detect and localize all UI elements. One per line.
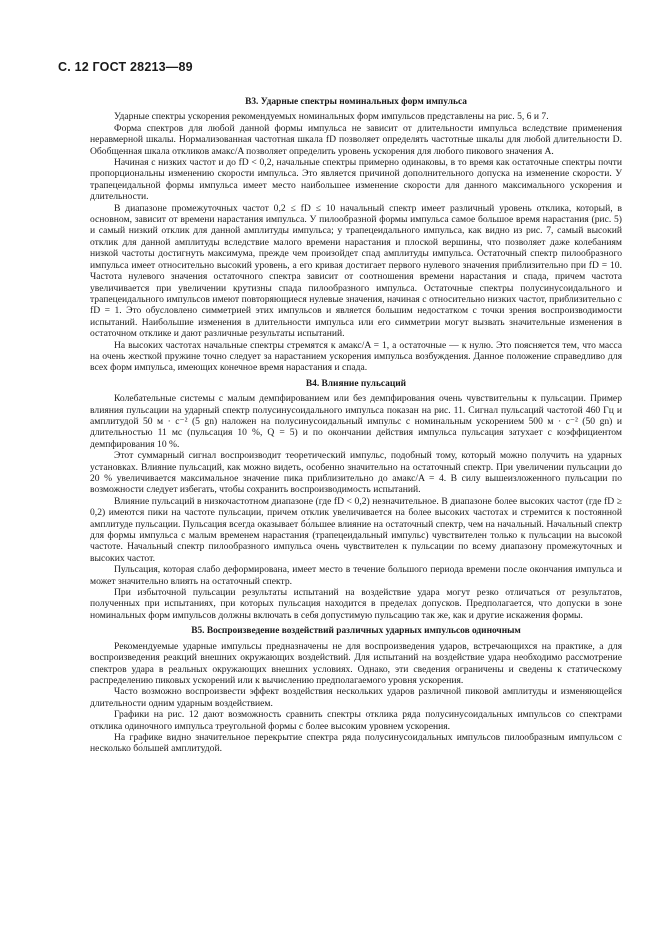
paragraph: При избыточной пульсации результаты испытаний на воздействие удара могут резко отличаться от результатов, полученных при испытаниях, при которых пульсация находится в пределах допусков. Предполагается, что допуски в зоне номинальных форм импульсов должны включать в себя допустимую пульсацию так же, как и другие искажения формы. (90, 587, 622, 621)
page-header: С. 12 ГОСТ 28213—89 (58, 60, 193, 74)
paragraph: Ударные спектры ускорения рекомендуемых номинальных форм импульсов представлены на рис. 5, 6 и 7. (114, 111, 549, 123)
paragraph: Влияние пульсаций в низкочастотном диапазоне (где fD < 0,2) незначительное. В диапазоне более высоких частот (где fD ≥ 0,2) имеются пики на частоте пульсации, причем отклик увеличивается на более высоких частотах и стремится к постоянной амплитуде пульсации. Пульсация всегда оказывает бо́льшее влияние на остаточный спектр, чем на начальный. Начальный спектр для формы импульса с малым временем нарастания (трапецеидальный импульс) чувствителен только к пульсации на высокой частоте. Начальный спектр пилообразного импульса очень чувствителен к пульсации по всему диапазону промежуточных и высоких частот. (90, 495, 622, 564)
section-b3 (90, 97, 622, 374)
paragraph: Рекомендуемые ударные импульсы предназначены не для воспроизведения ударов, встречающихся на практике, а для воспроизведения реакций внешних окружающих воздействий. Для испытаний на воздействие удара необходимо рассмотрение спектров удара в реальных окружающих внешних условиях. Однако, эти сведения ограничены и сведены к статическому распределению пиковых ускорений или к вычислению предполагаемого уровня ускорения. (90, 640, 622, 686)
paragraph: Пульсация, которая слабо деформирована, имеет место в течение большого периода времени после окончания импульса и может значительно влиять на остаточный спектр. (90, 564, 622, 587)
section-b4 (90, 379, 622, 622)
paragraph: Начиная с низких частот и до fD < 0,2, начальные спектры примерно одинаковы, в то время как остаточные спектры почти пропорциональны изменению скорости импульса. Это является причиной дополнительного допуска на изменение скорости. У трапецеидальной формы импульса имеет место наибольшее изменение скорости для данного максимального ускорения и длительности. (90, 157, 622, 203)
paragraph: Этот суммарный сигнал воспроизводит теоретический импульс, подобный тому, который можно получить на ударных установках. Влияние пульсаций, как можно видеть, особенно значительно на остаточный спектр. При увеличении пульсации до 20 % увеличивается максимальное значение пика приблизительно до aмакс/A = 4. В силу вышеизложенного пульсации по возможности следует избегать, чтобы сохранить воспроизводимость испытаний. (90, 450, 622, 496)
section-b5 (90, 626, 622, 754)
paragraph: Графики на рис. 12 дают возможность сравнить спектры отклика ряда полусинусоидальных импульсов со спектрами отклика одиночного импульса треугольной формы с более высоким уровнем ускорения. (90, 709, 622, 732)
section-title: В3. Ударные спектры номинальных форм импульса (245, 97, 467, 107)
section-title: В5. Воспроизведение воздействий различных ударных импульсов одиночным (191, 626, 521, 637)
section-title: В4. Влияние пульсаций (305, 378, 407, 389)
paragraph: На высоких частотах начальные спектры стремятся к aмакс/A = 1, а остаточные — к нулю. Это поясняется тем, что масса на очень жесткой пружине точно следует за нарастанием ускорения импульса возбуждения. Данное положение справедливо для всех форм импульса, имеющих конечное время нарастания и спада. (90, 339, 622, 374)
paragraph: В диапазоне промежуточных частот 0,2 ≤ fD ≤ 10 начальный спектр имеет различный уровень отклика, который, в основном, зависит от времени нарастания импульса. У пилообразной формы импульса самое большое время нарастания (рис. 5) и самый низкий отклик для данной амплитуды импульса; у трапецеидального импульса, как видно из рис. 7, самый высокий отклик для данной амплитуды вследствие малого времени нарастания и плоской вершины, что позволяет даже колебаниям низкой частоты достигнуть максимума, прежде чем произойдет спад амплитуды импульса. Остаточный спектр пилообразного импульса имеет относительно высокий уровень, а его кривая достигает первого нулевого значения приблизительно при fD = 10. Частота нулевого значения остаточного спектра зависит от соотношения времени нарастания и спада, причем частота увеличивается при увеличении крутизны спада пилообразного импульса. Остаточные спектры полусинусоидального и трапецеидального импульсов имеют повторяющиеся нулевые значения, начиная с относительно низких частот, приблизительно с fD = 1. Это обусловлено симметрией этих импульсов и является большим недостатком с точки зрения воспроизводимости испытаний. Наибольшие изменения в длительности импульса или его симметрии могут вызвать значительные изменения в остаточном отклике и дают различные результаты испытаний. (90, 202, 622, 340)
paragraph: На графике видно значительное перекрытие спектра ряда полусинусоидальных импульсов пилообразным импульсом с несколько бо́льшей амплитудой. (90, 731, 622, 755)
paragraph: Форма спектров для любой данной формы импульса не зависит от длительности импульса вследствие применения неравмерной шкалы. Нормализованная частотная шкала fD позволяет определять частотные шкалы для любой длительности D. Обобщенная шкала откликов aмакс/A позволяет определить уровень ускорения для любого пикового значения A. (90, 122, 622, 157)
paragraph: Часто возможно воспроизвести эффект воздействия нескольких ударов различной пиковой амплитуды и изменяющейся длительности одним ударным воздействием. (90, 686, 622, 709)
paragraph: Колебательные системы с малым демпфированием или без демпфирования очень чувствительны к пульсации. Пример влияния пульсации на ударный спектр полусинусоидального импульса показан на рис. 11. Сигнал пульсаций частотой 460 Гц и амплитудой 50 м · с⁻² (5 gn) наложен на полусинусоидальный импульс с номинальным ускорением 500 м · с⁻² (50 gn) и длительностью 11 мс (пульсация 10 %, Q = 5) и по окончании действия импульса пульсация затухает с коэффициентом демпфирования 10 %. (90, 393, 622, 450)
page-content (90, 97, 622, 755)
